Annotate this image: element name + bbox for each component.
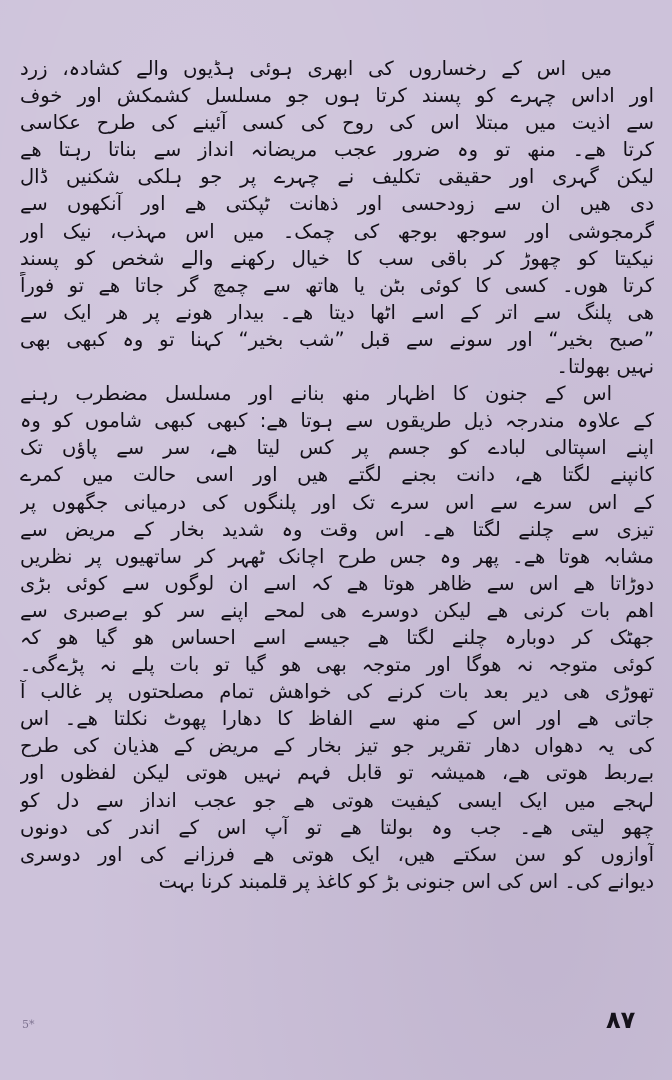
text-line: کرتا ھے۔ منھ تو وہ ضرور عجب مریضانہ انداز سے بناتا رہتا ھے xyxy=(20,138,654,162)
paragraph xyxy=(20,380,654,895)
text-line: دی ھیں ان سے زودحسی اور ذھانت ٹپکتی ھے اور آنکھوں سے xyxy=(20,192,654,216)
text-line: نہیں بھولتا۔ xyxy=(556,355,654,379)
text-line: جاتی ھے اور اس کے منھ سے الفاظ کا دھارا پھوٹ نکلتا ھے۔ اس xyxy=(20,707,654,731)
page-body-text xyxy=(20,55,654,895)
text-line: دوڑاتا ھے اس سے ظاھر ھوتا ھے کہ اسے ان لوگوں سے کوئی بڑی xyxy=(20,571,654,595)
text-line: کوئی متوجہ نہ ھوگا اور متوجہ بھی ھو گیا تو بات پلے نہ پڑےگی۔ xyxy=(20,653,654,677)
text-line: اپنے اسپتالی لبادے کو جسم پر کس لیتا ھے، سر سے پاؤں تک xyxy=(20,436,654,460)
text-line: اھم بات کرنی ھے لیکن دوسرے ھی لمحے اپنے سر کو بےصبری سے xyxy=(20,598,654,622)
text-line: کے اس سرے سے اس سرے تک اور پلنگوں کی درمیانی جگھوں پر xyxy=(20,490,654,514)
text-line: سے اذیت میں مبتلا اس کی روح کی کسی آئینے کی طرح عکاسی xyxy=(20,111,654,135)
text-line: تیزی سے چلنے لگتا ھے۔ اس وقت وہ شدید بخار کے مریض سے xyxy=(20,517,654,541)
text-line: گرمجوشی اور سوجھ بوجھ کی چمک۔ میں اس مہذب، نیک اور xyxy=(20,219,654,243)
text-line: ھی پلنگ سے اتر کے اسے اٹھا دیتا ھے۔ بیدار ھونے پر ھر ایک سے xyxy=(20,300,654,324)
text-line: کانپنے لگتا ھے، دانت بجنے لگتے ھیں اور اسی حالت میں کمرے xyxy=(20,463,654,487)
text-line: میں اس کے رخساروں کی ابھری ہوئی ہڈیوں والے کشادہ، زرد xyxy=(20,57,612,80)
text-line: دیوانے کی۔ اس کی اس جنونی بڑ کو کاغذ پر قلمبند کرنا بہت xyxy=(158,869,654,893)
text-line: نیکیتا کو چھوڑ کر باقی سب کا خیال رکھنے والے شخص کو پسند xyxy=(20,246,654,270)
text-line: مشابہ ھوتا ھے۔ پھر وہ جس طرح اچانک ٹھہر کر ساتھیوں پر نظریں xyxy=(20,544,654,568)
text-line: آوازوں کو سن سکتے ھیں، ایک ھوتی ھے فرزانے کی اور دوسری xyxy=(20,842,654,866)
text-line: اور اداس چہرے کو پسند کرتا ہوں جو مسلسل کشمکش اور خوف xyxy=(20,84,654,108)
text-line: بےربط ھوتی ھے، ھمیشہ تو قابل فہم نہیں ھوتی لیکن لفظوں اور xyxy=(20,761,654,785)
text-line: جھٹک کر دوبارہ چلنے لگتا ھے جیسے اسے احساس ھو گیا ھو کہ xyxy=(20,625,654,649)
signature-mark: 5* xyxy=(22,1018,35,1031)
text-line: لیکن گہری اور حقیقی تکلیف نے چہرے پر جو ہلکی شکنیں ڈال xyxy=(20,165,654,189)
text-line: لہجے میں ایک ایسی کیفیت ھوتی ھے جو عجب انداز سے دل کو xyxy=(20,788,654,812)
paragraph xyxy=(20,55,654,380)
text-line: کے علاوہ مندرجہ ذیل طریقوں سے ہوتا ھے: کبھی کبھی شاموں کو وہ xyxy=(20,409,654,433)
text-line: ”صبح بخیر“ اور سونے سے قبل ”شب بخیر“ کہنا تو وہ کبھی بھی xyxy=(20,327,654,351)
text-line: کی یہ دھواں دھار تقریر جو تیز بخار کے مریض کے ھذیان کی طرح xyxy=(20,734,654,758)
text-line: کرتا ھوں۔ کسی کا کوئی بٹن یا ھاتھ سے چمچ گر جاتا ھے تو فوراً xyxy=(20,273,654,297)
page-number: ۸۷ xyxy=(606,1006,636,1034)
text-line: تھوڑی ھی دیر بعد بات کرنے کی خواھش تمام مصلحتوں پر غالب آ xyxy=(20,680,654,704)
text-line: چھو لیتی ھے۔ جب وہ بولتا ھے تو آپ اس کے اندر کی دونوں xyxy=(20,815,654,839)
text-line: اس کے جنون کا اظہار منھ بنانے اور مسلسل مضطرب رہنے xyxy=(20,382,612,406)
